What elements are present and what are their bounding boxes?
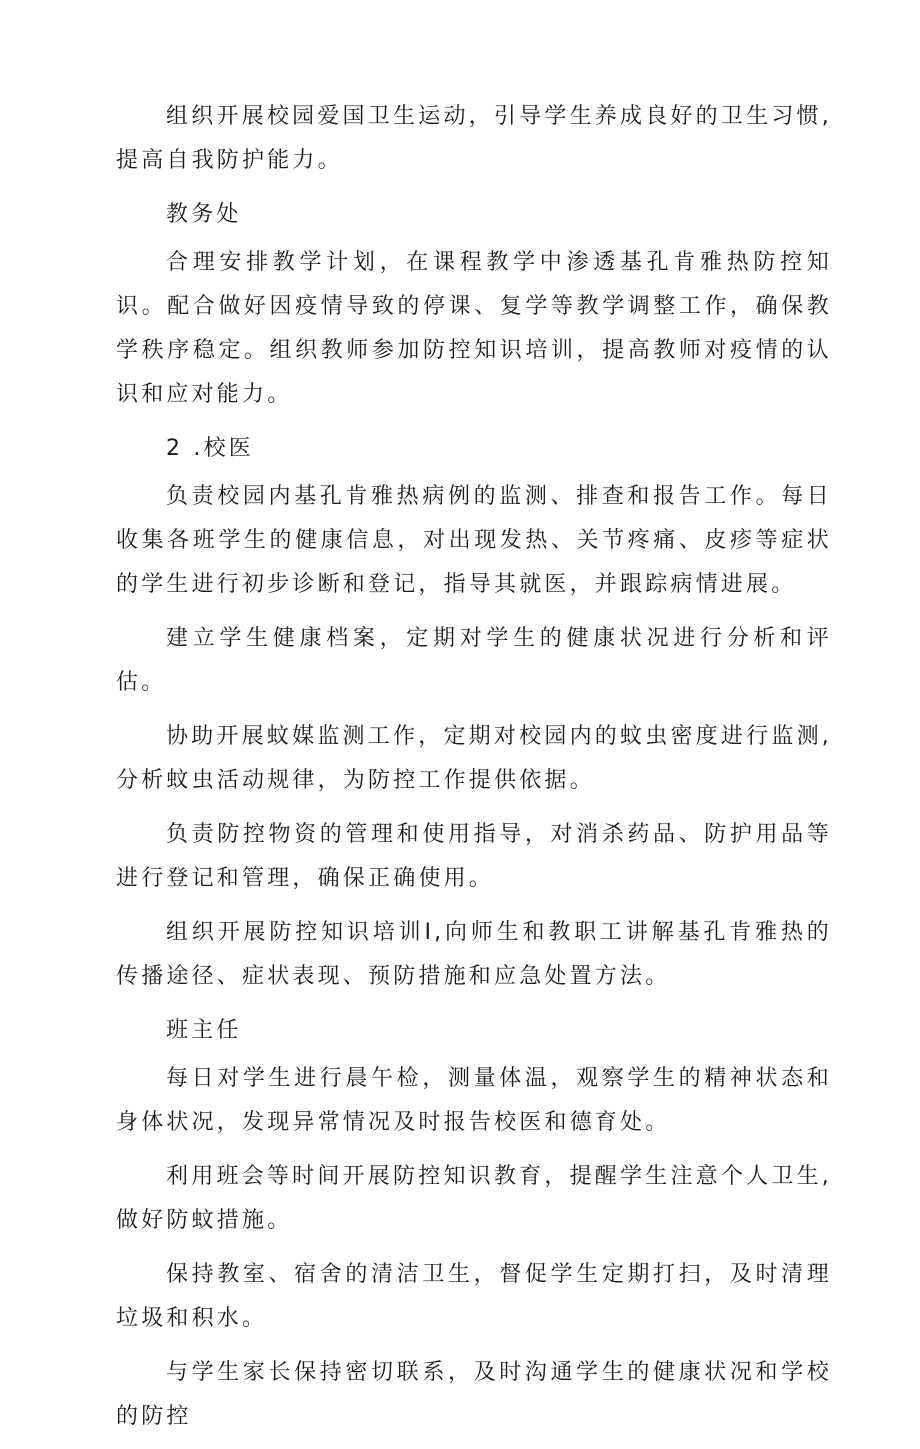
paragraph-patriotic-hygiene: 组织开展校园爱国卫生运动，引导学生养成良好的卫生习惯,提高自我防护能力。 [116,104,832,173]
paragraph-case-monitoring: 负责校园内基孔肯雅热病例的监测、排查和报告工作。每日收集各班学生的健康信息，对出现发热、关节疼痛、皮疹等症状的学生进行初步诊断和登记，指导其就医，并跟踪病情进展。 [116,484,832,597]
paragraph-mosquito-monitoring: 协助开展蚊媒监测工作，定期对校园内的蚊虫密度进行监测,分析蚊虫活动规律，为防控工作提供依据。 [116,724,832,793]
paragraph-class-meeting-education: 利用班会等时间开展防控知识教育，提醒学生注意个人卫生,做好防蚊措施。 [116,1164,832,1233]
section-heading-academic-affairs: 教务处 [166,202,242,227]
paragraph-daily-checks: 每日对学生进行晨午检，测量体温，观察学生的精神状态和身体状况，发现异常情况及时报告校医和德育处。 [116,1066,832,1135]
paragraph-supplies-management: 负责防控物资的管理和使用指导，对消杀药品、防护用品等进行登记和管理，确保正确使用。 [116,822,832,891]
paragraph-parent-contact: 与学生家长保持密切联系，及时沟通学生的健康状况和学校的防控 [116,1360,832,1429]
paragraph-health-records: 建立学生健康档案，定期对学生的健康状况进行分析和评估。 [116,626,832,695]
section-heading-school-doctor: 2 .校医 [166,436,254,461]
section-heading-head-teacher: 班主任 [166,1018,242,1043]
paragraph-knowledge-training: 组织开展防控知识培训I,向师生和教职工讲解基孔肯雅热的传播途径、症状表现、预防措施和应急处置方法。 [116,920,832,989]
document-page [116,95,832,1449]
paragraph-classroom-cleaning: 保持教室、宿舍的清洁卫生，督促学生定期打扫，及时清理垃圾和积水。 [116,1262,832,1331]
paragraph-teaching-plan: 合理安排教学计划，在课程教学中渗透基孔肯雅热防控知识。配合做好因疫情导致的停课、复学等教学调整工作，确保教学秩序稳定。组织教师参加防控知识培训，提高教师对疫情的认识和应对能力。 [116,250,832,407]
